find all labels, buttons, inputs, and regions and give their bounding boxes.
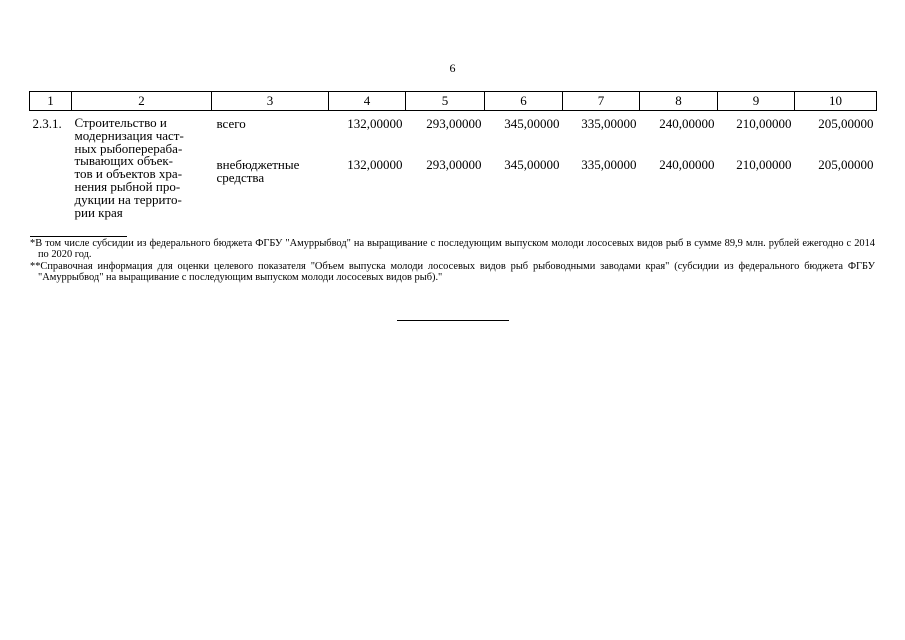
value-extrabudgetary-col-7: 335,00000 xyxy=(581,156,637,172)
header-col-7: 7 xyxy=(563,92,640,111)
value-total-col-7: 335,00000 xyxy=(581,116,637,131)
row-name-line: тов и объектов хра- xyxy=(74,166,183,182)
value-extrabudgetary-col-4: 132,00000 xyxy=(347,156,403,172)
value-total-col-5: 293,00000 xyxy=(426,116,482,131)
value-extrabudgetary-col-5: 293,00000 xyxy=(426,156,482,172)
footnote-separator xyxy=(30,236,127,237)
value-total-col-10: 205,00000 xyxy=(818,116,874,131)
row-code: 2.3.1. xyxy=(32,116,62,131)
value-total-col-9: 210,00000 xyxy=(736,116,792,131)
table-header-row xyxy=(30,92,877,111)
row-name-line: ных рыбоперераба- xyxy=(74,140,183,156)
header-col-3: 3 xyxy=(212,92,329,111)
row-name-line: модернизация част- xyxy=(74,127,184,143)
header-col-4: 4 xyxy=(329,92,406,111)
source-label-line: средства xyxy=(216,169,265,185)
value-total-col-8: 240,00000 xyxy=(659,116,715,131)
value-extrabudgetary-col-10: 205,00000 xyxy=(818,156,874,172)
value-extrabudgetary-col-9: 210,00000 xyxy=(736,156,792,172)
source-label-extrabudgetary xyxy=(212,152,329,220)
end-separator xyxy=(397,320,509,321)
footnote-1: *В том числе субсидии из федерального бюджета ФГБУ "Амуррыбвод" на выращивание с последующим выпуском молоди лососевых видов рыб в сумме 89,9 млн. рублей ежегодно с 2014 по 2020 год. xyxy=(30,238,875,260)
value-extrabudgetary-col-6: 345,00000 xyxy=(504,156,560,172)
footnote-2: **Справочная информация для оценки целевого показателя "Объем выпуска молоди лососевых видов рыб рыбоводными заводами края" (субсидии из федерального бюджета ФГБУ "Амуррыбвод" на выращивание с последующим выпуском молоди лососевых видов рыб)." xyxy=(30,261,875,283)
value-extrabudgetary-col-8: 240,00000 xyxy=(659,156,715,172)
header-col-5: 5 xyxy=(406,92,485,111)
header-col-6: 6 xyxy=(485,92,563,111)
header-col-8: 8 xyxy=(640,92,718,111)
source-label-total: всего xyxy=(216,116,246,131)
value-total-col-6: 345,00000 xyxy=(504,116,560,131)
row-name xyxy=(72,111,212,220)
budget-table xyxy=(29,91,877,219)
source-label-line: внебюджетные xyxy=(216,156,300,172)
row-name-line: рии края xyxy=(74,204,123,220)
header-col-1: 1 xyxy=(30,92,72,111)
table-row xyxy=(30,111,877,152)
page-number: 6 xyxy=(449,61,456,75)
row-name-line: Строительство и xyxy=(74,115,167,130)
row-name-line: тывающих объек- xyxy=(74,153,174,169)
header-col-9: 9 xyxy=(718,92,795,111)
header-col-2: 2 xyxy=(72,92,212,111)
header-col-10: 10 xyxy=(795,92,877,111)
value-total-col-4: 132,00000 xyxy=(347,116,403,131)
row-name-line: нения рыбной про- xyxy=(74,178,181,194)
row-name-line: дукции на террито- xyxy=(74,191,182,207)
footnotes xyxy=(30,239,875,285)
